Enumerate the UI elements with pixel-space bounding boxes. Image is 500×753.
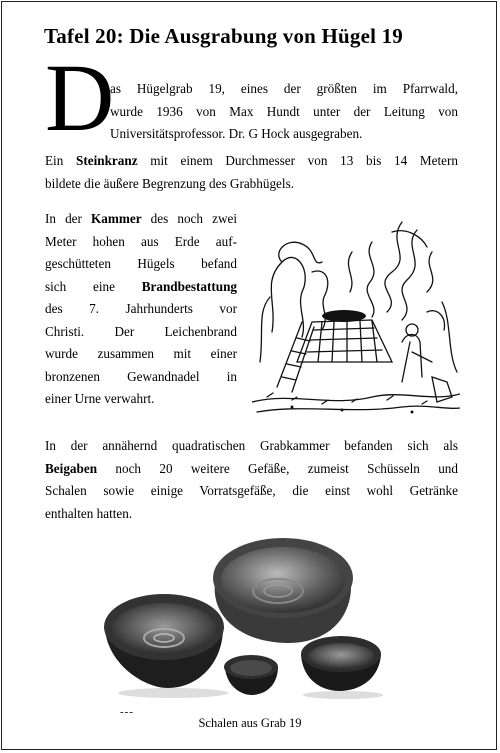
text-line: Christi. Der Leichenbrand: [45, 323, 237, 339]
bold-term: Brandbestattung: [141, 278, 237, 294]
beigaben-paragraph: [45, 435, 458, 525]
text-line: In der annähernd quadratischen Grabkammer befanden sich als: [45, 438, 458, 453]
scale-mark: ---: [120, 706, 134, 718]
bold-term: Beigaben: [45, 460, 98, 476]
intro-paragraph: [110, 78, 458, 146]
drop-cap: D: [45, 44, 115, 151]
bold-term: Kammer: [91, 211, 142, 226]
kammer-paragraph: [45, 208, 237, 411]
text-line: Schalen sowie einige Vorratsgefäße, die einst wohl Getränke: [45, 483, 458, 498]
text-line: geschütteten Hügels befand: [45, 256, 237, 271]
text-line: In der Kammer des noch zwei: [45, 211, 238, 226]
text-line: bildete die äußere Begrenzung des Grabhügels.: [45, 175, 295, 191]
text-line: Ein Steinkranz mit einem Durchmesser von 13 bis 14 Metern: [45, 153, 458, 168]
excavation-illustration: [252, 212, 460, 417]
steinkranz-paragraph: [45, 150, 458, 195]
text-line: enthalten hatten.: [45, 505, 133, 521]
bowls-photo: [103, 523, 395, 708]
text-line: des 7. Jahrhunderts vor: [45, 301, 237, 316]
page-title: Tafel 20: Die Ausgrabung von Hügel 19: [44, 24, 404, 48]
text-line: Beigaben noch 20 weitere Gefäße, zumeist Schüsseln und: [45, 460, 458, 476]
text-line: Meter hohen aus Erde auf-: [45, 233, 237, 249]
text-line: sich eine Brandbestattung: [45, 278, 237, 294]
text-line: einer Urne verwahrt.: [45, 391, 155, 406]
text-line: wurde 1936 von Max Hundt unter der Leitung von: [110, 103, 458, 119]
figure-caption: Schalen aus Grab 19: [198, 716, 302, 730]
bold-term: Steinkranz: [76, 153, 138, 168]
text-line: Universitätsprofessor. Dr. G Hock ausgegraben.: [110, 126, 363, 141]
text-line: bronzenen Gewandnadel in: [45, 368, 237, 384]
text-line: as Hügelgrab 19, eines der größten im Pfarrwald,: [110, 81, 458, 96]
text-line: wurde zusammen mit einer: [45, 346, 237, 361]
